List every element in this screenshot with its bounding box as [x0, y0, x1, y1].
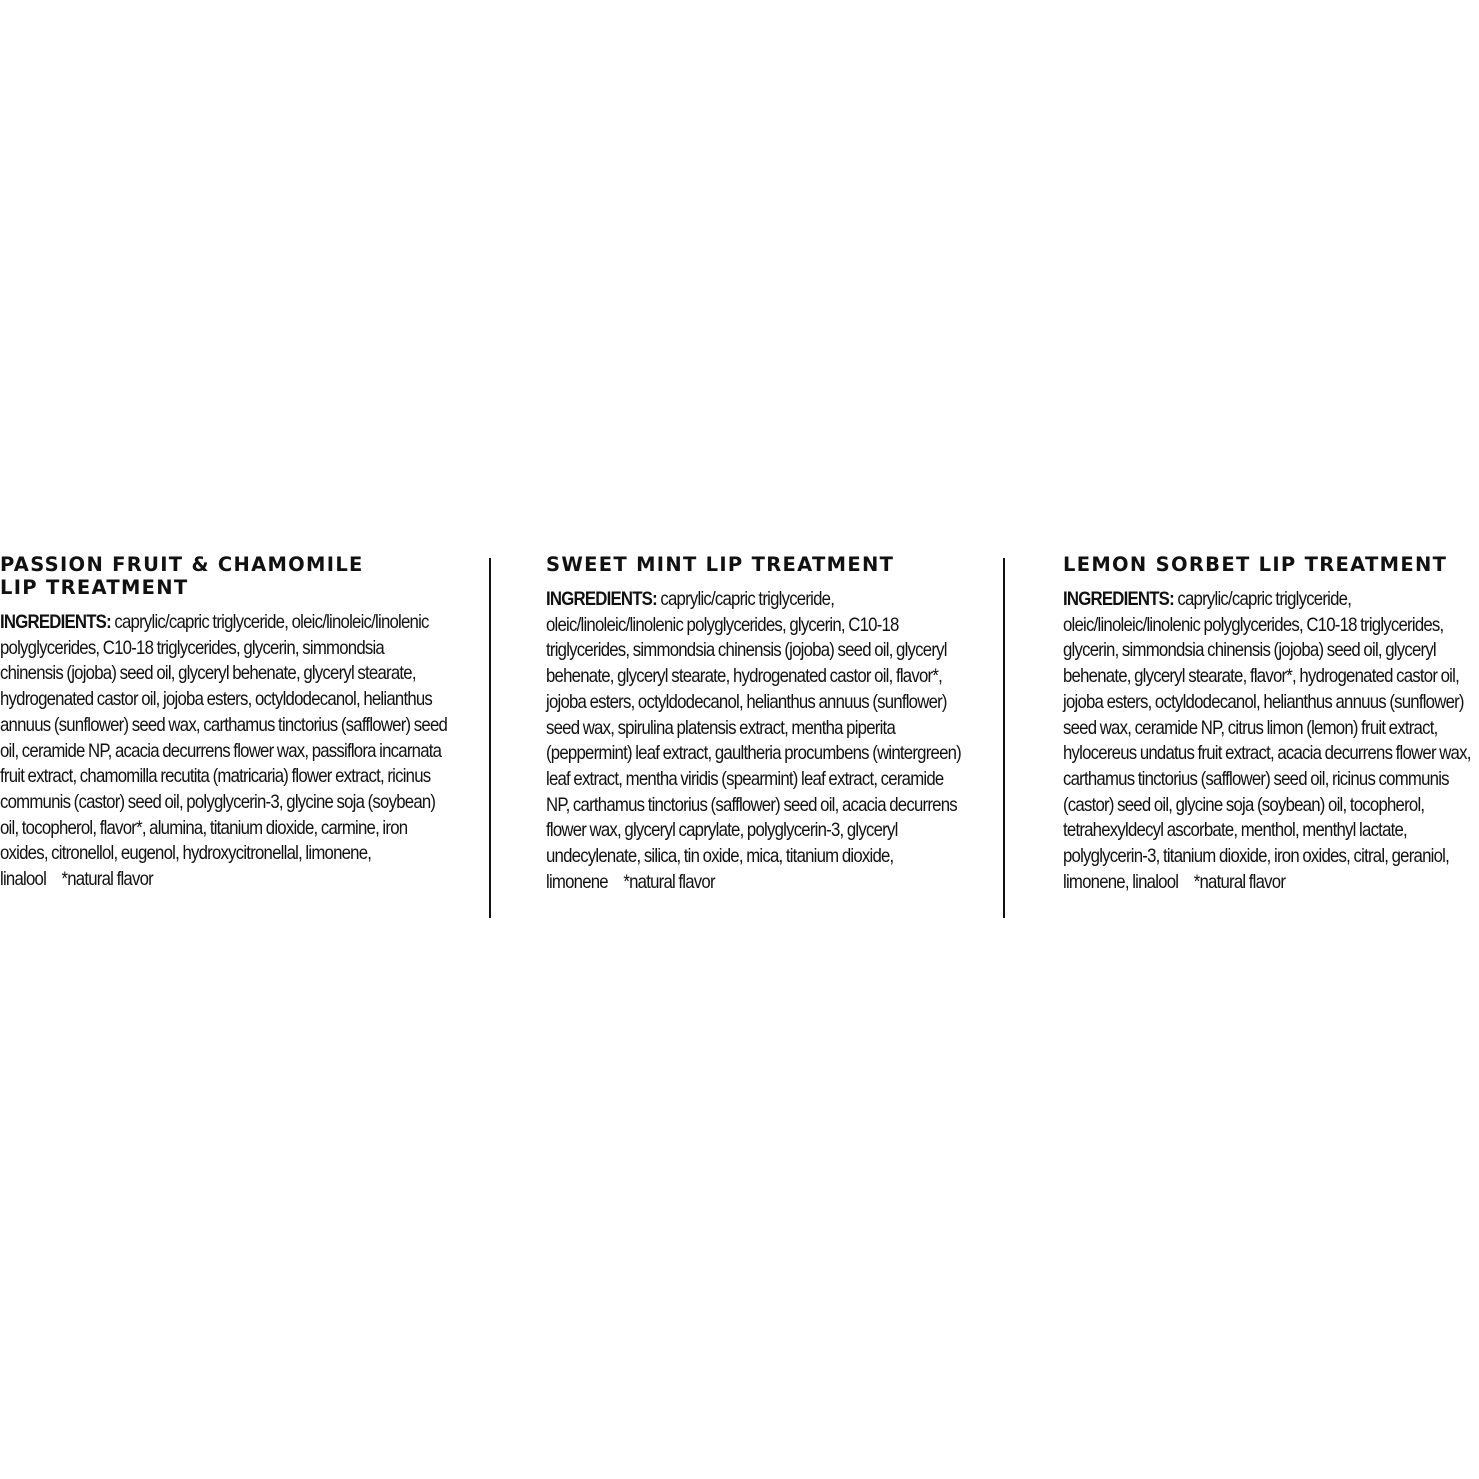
footnote: *natural flavor	[623, 870, 715, 893]
ingredients-label: INGREDIENTS:	[0, 611, 111, 633]
ingredients-label: INGREDIENTS:	[546, 588, 657, 610]
product-passion-fruit-chamomile	[0, 553, 450, 893]
product-title-line-1: SWEET MINT LIP TREATMENT	[546, 553, 895, 576]
product-title	[0, 553, 450, 599]
product-lemon-sorbet	[1063, 553, 1479, 895]
product-sweet-mint	[546, 553, 966, 895]
ingredients-text	[1063, 587, 1478, 895]
ingredients-list: caprylic/capric triglyceride, oleic/linoleic/linolenic polyglycerides, C10-18 triglycerides, glycerin, simmondsia chinensis (jojoba) seed oil, glyceryl behenate, glyceryl stearate, flavor*, hydrogenated castor oil, jojoba esters, octyldodecanol, helianthus annuus (sunflower) seed wax, ceramide NP, citrus limon (lemon) fruit extract, hylocereus undatus fruit extract, acacia decurrens flower wax, carthamus tinctorius (safflower) seed oil, ricinus communis (castor) seed oil, glycine soja (soybean) oil, tocopherol, tetrahexyldecyl ascorbate, menthol, menthyl lactate, polyglycerin-3, titanium dioxide, iron oxides, citral, geraniol, limonene, linalool	[1063, 588, 1471, 893]
column-divider	[1003, 558, 1005, 918]
product-title	[1063, 553, 1479, 576]
footnote: *natural flavor	[1193, 870, 1286, 893]
ingredients-text	[0, 610, 449, 893]
ingredients-list: caprylic/capric triglyceride, oleic/linoleic/linolenic polyglycerides, glycerin, C10-18 triglycerides, simmondsia chinensis (jojoba) seed oil, glyceryl behenate, glyceryl stearate, hydrogenated castor oil, flavor*, jojoba esters, octyldodecanol, helianthus annuus (sunflower) seed wax, spirulina platensis extract, mentha piperita (peppermint) leaf extract, gaultheria procumbens (wintergreen) leaf extract, mentha viridis (spearmint) leaf extract, ceramide NP, carthamus tinctorius (safflower) seed oil, acacia decurrens flower wax, glyceryl caprylate, polyglycerin-3, glyceryl undecylenate, silica, tin oxide, mica, titanium dioxide, limonene	[546, 588, 961, 893]
ingredients-label: INGREDIENTS:	[1063, 588, 1174, 610]
column-divider	[489, 558, 491, 918]
ingredients-list: caprylic/capric triglyceride, oleic/linoleic/linolenic polyglycerides, C10-18 triglycerides, glycerin, simmondsia chinensis (jojoba) seed oil, glyceryl behenate, glyceryl stearate, hydrogenated castor oil, jojoba esters, octyldodecanol, helianthus annuus (sunflower) seed wax, carthamus tinctorius (safflower) seed oil, ceramide NP, acacia decurrens flower wax, passiflora incarnata fruit extract, chamomilla recutita (matricaria) flower extract, ricinus communis (castor) seed oil, polyglycerin-3, glycine soja (soybean) oil, tocopherol, flavor*, alumina, titanium dioxide, carmine, iron oxides, citronellol, eugenol, hydroxycitronellal, limonene, linalool	[0, 611, 448, 891]
product-title-line-2: LIP TREATMENT	[0, 576, 189, 599]
footnote: *natural flavor	[61, 868, 153, 891]
product-title-line-1: PASSION FRUIT & CHAMOMILE	[0, 553, 364, 576]
ingredients-text	[546, 587, 965, 895]
product-title	[546, 553, 966, 576]
product-title-line-1: LEMON SORBET LIP TREATMENT	[1063, 553, 1448, 576]
